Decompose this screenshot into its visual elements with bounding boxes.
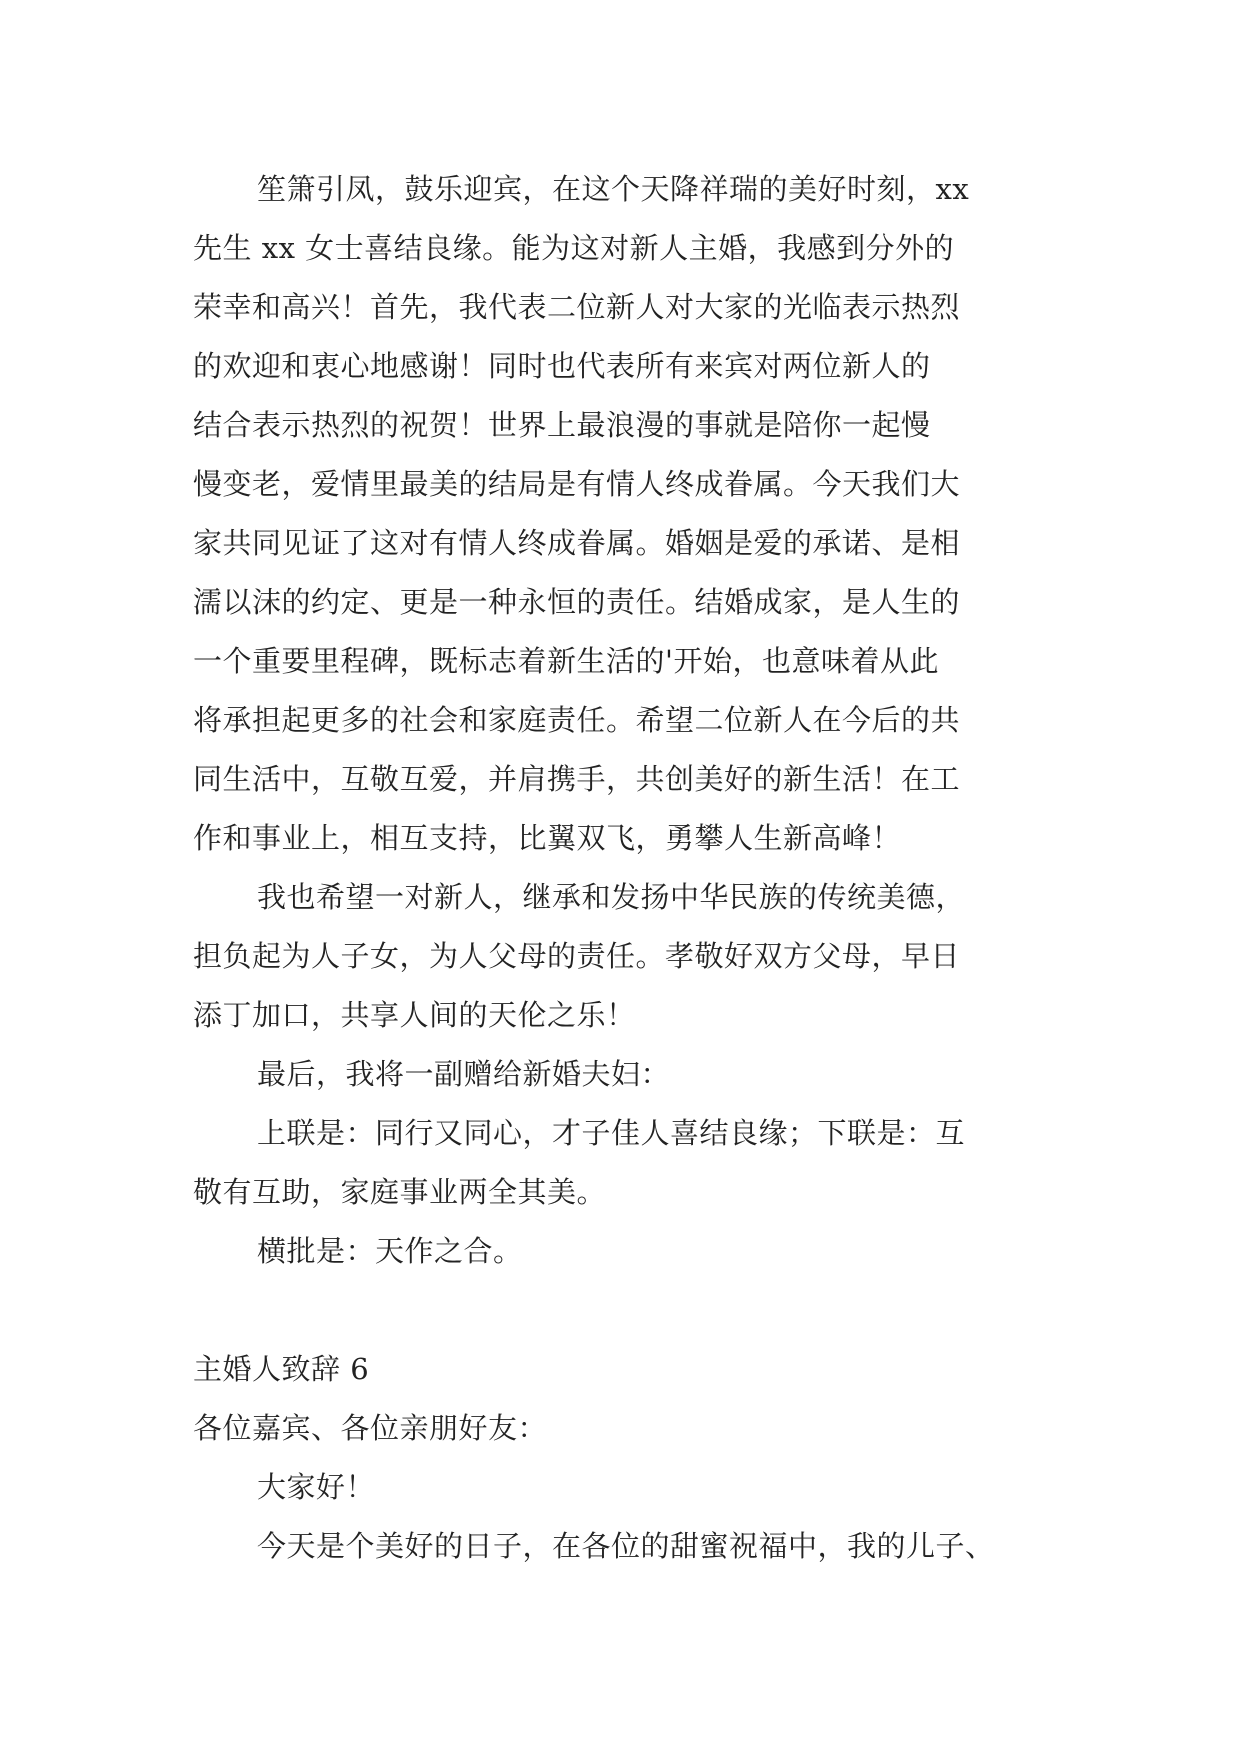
paragraph: 今天是个美好的日子，在各位的甜蜜祝福中，我的儿子、	[257, 1529, 995, 1563]
section-spacer	[193, 1281, 1055, 1340]
text-line: 同生活中，互敬互爱，并肩携手，共创美好的新生活！在工	[193, 762, 961, 796]
text-line: 濡以沫的约定、更是一种永恒的责任。结婚成家，是人生的	[193, 585, 961, 619]
text-line: 荣幸和高兴！首先，我代表二位新人对大家的光临表示热烈	[193, 290, 961, 324]
text-line: 先生 xx 女士喜结良缘。能为这对新人主婚，我感到分外的	[193, 231, 955, 265]
text-line: 慢变老，爱情里最美的结局是有情人终成眷属。今天我们大	[193, 467, 961, 501]
text-line: 家共同见证了这对有情人终成眷属。婚姻是爱的承诺、是相	[193, 526, 961, 560]
text-line: 上联是：同行又同心，才子佳人喜结良缘；下联是：互	[257, 1116, 966, 1150]
paragraph: 最后，我将一副赠给新婚夫妇：	[257, 1057, 671, 1091]
section-heading: 主婚人致辞 6	[193, 1352, 370, 1386]
paragraph: 横批是：天作之合。	[257, 1234, 523, 1268]
text-line: 添丁加口，共享人间的天伦之乐！	[193, 998, 636, 1032]
document-page	[193, 160, 1055, 1576]
paragraph	[193, 1104, 1055, 1222]
text-line: 担负起为人子女，为人父母的责任。孝敬好双方父母，早日	[193, 939, 961, 973]
salutation: 各位嘉宾、各位亲朋好友：	[193, 1411, 548, 1445]
text-line: 笙箫引凤，鼓乐迎宾，在这个天降祥瑞的美好时刻，xx	[257, 172, 970, 206]
greeting: 大家好！	[257, 1470, 376, 1504]
paragraph	[193, 868, 1055, 1045]
text-line: 我也希望一对新人，继承和发扬中华民族的传统美德，	[257, 880, 966, 914]
paragraph	[193, 160, 1055, 868]
text-line: 一个重要里程碑，既标志着新生活的'开始，也意味着从此	[193, 644, 939, 678]
text-line: 作和事业上，相互支持，比翼双飞，勇攀人生新高峰！	[193, 821, 902, 855]
text-line: 的欢迎和衷心地感谢！同时也代表所有来宾对两位新人的	[193, 349, 931, 383]
text-line: 敬有互助，家庭事业两全其美。	[193, 1175, 607, 1209]
text-line: 将承担起更多的社会和家庭责任。希望二位新人在今后的共	[193, 703, 961, 737]
text-line: 结合表示热烈的祝贺！世界上最浪漫的事就是陪你一起慢	[193, 408, 931, 442]
